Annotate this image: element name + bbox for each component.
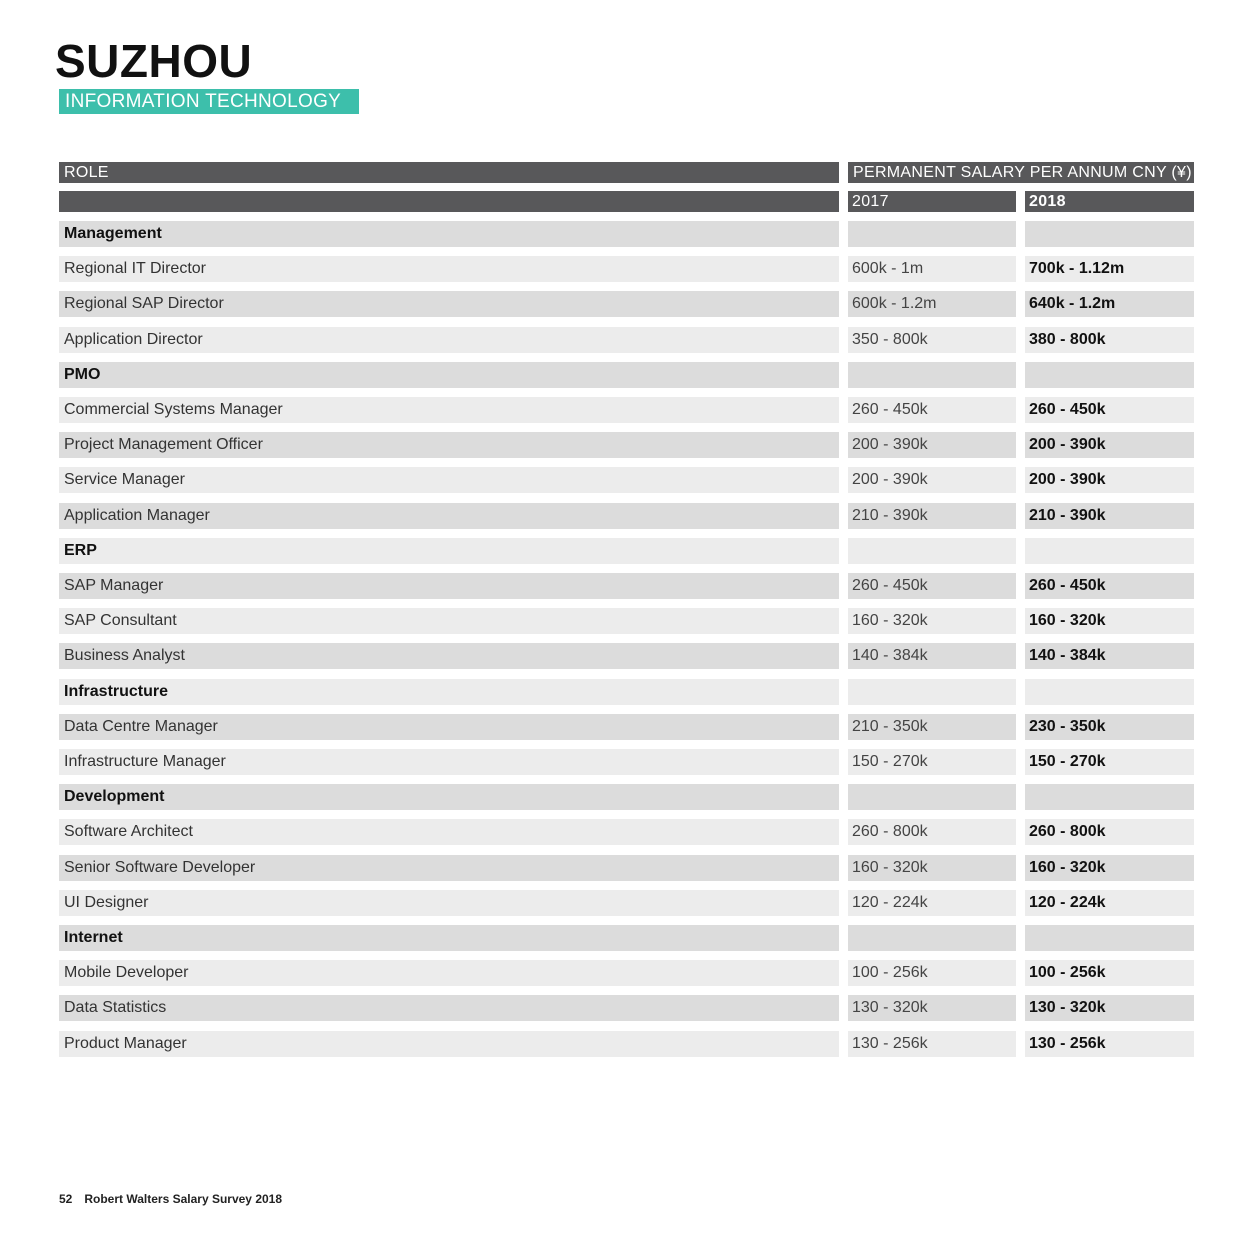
publication-title: Robert Walters Salary Survey 2018	[84, 1192, 283, 1206]
salary-2018-cell	[1025, 362, 1194, 388]
year-row-spacer	[59, 191, 839, 212]
table-row	[59, 749, 1194, 775]
table-year-row	[59, 191, 1194, 217]
salary-2017-cell: 260 - 800k	[848, 819, 1016, 845]
salary-column-header: PERMANENT SALARY PER ANNUM CNY (¥)	[848, 162, 1194, 183]
year-2017-header: 2017	[848, 191, 1016, 212]
salary-2017-cell	[848, 362, 1016, 388]
salary-2017-cell: 350 - 800k	[848, 327, 1016, 353]
table-row	[59, 960, 1194, 986]
salary-2017-cell: 130 - 256k	[848, 1031, 1016, 1057]
role-cell: Commercial Systems Manager	[59, 397, 839, 423]
table-row	[59, 855, 1194, 881]
role-cell: Service Manager	[59, 467, 839, 493]
table-group-row	[59, 925, 1194, 951]
table-row	[59, 467, 1194, 493]
group-label: PMO	[59, 362, 839, 388]
role-cell: Application Director	[59, 327, 839, 353]
table-row	[59, 432, 1194, 458]
table-row	[59, 608, 1194, 634]
section-badge: INFORMATION TECHNOLOGY	[59, 89, 359, 114]
table-row	[59, 573, 1194, 599]
salary-2017-cell: 150 - 270k	[848, 749, 1016, 775]
salary-2018-cell: 260 - 450k	[1025, 397, 1194, 423]
group-label: Development	[59, 784, 839, 810]
table-row	[59, 291, 1194, 317]
salary-2017-cell: 210 - 390k	[848, 503, 1016, 529]
salary-2017-cell	[848, 784, 1016, 810]
salary-2018-cell: 210 - 390k	[1025, 503, 1194, 529]
table-row	[59, 397, 1194, 423]
page-footer	[59, 1192, 282, 1206]
salary-2018-cell: 130 - 320k	[1025, 995, 1194, 1021]
group-label: Internet	[59, 925, 839, 951]
salary-2017-cell: 260 - 450k	[848, 573, 1016, 599]
salary-2018-cell	[1025, 925, 1194, 951]
role-cell: Mobile Developer	[59, 960, 839, 986]
role-cell: Regional SAP Director	[59, 291, 839, 317]
table-group-row	[59, 784, 1194, 810]
role-cell: UI Designer	[59, 890, 839, 916]
role-cell: Product Manager	[59, 1031, 839, 1057]
salary-2017-cell	[848, 925, 1016, 951]
role-column-header: ROLE	[59, 162, 839, 183]
role-cell: Application Manager	[59, 503, 839, 529]
salary-2017-cell: 260 - 450k	[848, 397, 1016, 423]
salary-2017-cell: 600k - 1.2m	[848, 291, 1016, 317]
salary-2018-cell: 230 - 350k	[1025, 714, 1194, 740]
table-row	[59, 643, 1194, 669]
role-cell: SAP Consultant	[59, 608, 839, 634]
salary-2018-cell: 700k - 1.12m	[1025, 256, 1194, 282]
salary-2017-cell: 100 - 256k	[848, 960, 1016, 986]
salary-2018-cell: 200 - 390k	[1025, 432, 1194, 458]
role-cell: Senior Software Developer	[59, 855, 839, 881]
salary-2017-cell: 160 - 320k	[848, 608, 1016, 634]
table-row	[59, 819, 1194, 845]
salary-2018-cell: 160 - 320k	[1025, 855, 1194, 881]
role-cell: SAP Manager	[59, 573, 839, 599]
salary-2017-cell	[848, 679, 1016, 705]
table-group-row	[59, 221, 1194, 247]
table-row	[59, 890, 1194, 916]
salary-2018-cell: 100 - 256k	[1025, 960, 1194, 986]
page-title: SUZHOU	[55, 35, 253, 87]
table-group-row	[59, 538, 1194, 564]
page-number: 52	[59, 1192, 73, 1206]
salary-2017-cell	[848, 221, 1016, 247]
table-row	[59, 1031, 1194, 1057]
role-cell: Software Architect	[59, 819, 839, 845]
salary-2017-cell: 600k - 1m	[848, 256, 1016, 282]
salary-2018-cell	[1025, 679, 1194, 705]
salary-2018-cell: 130 - 256k	[1025, 1031, 1194, 1057]
group-label: Infrastructure	[59, 679, 839, 705]
group-label: ERP	[59, 538, 839, 564]
salary-2017-cell	[848, 538, 1016, 564]
salary-2017-cell: 160 - 320k	[848, 855, 1016, 881]
table-group-row	[59, 679, 1194, 705]
salary-2017-cell: 210 - 350k	[848, 714, 1016, 740]
salary-2017-cell: 120 - 224k	[848, 890, 1016, 916]
salary-2017-cell: 200 - 390k	[848, 432, 1016, 458]
salary-2018-cell: 640k - 1.2m	[1025, 291, 1194, 317]
table-group-row	[59, 362, 1194, 388]
salary-2017-cell: 140 - 384k	[848, 643, 1016, 669]
role-cell: Project Management Officer	[59, 432, 839, 458]
table-row	[59, 503, 1194, 529]
table-row	[59, 256, 1194, 282]
salary-2018-cell	[1025, 784, 1194, 810]
table-row	[59, 995, 1194, 1021]
salary-2018-cell: 160 - 320k	[1025, 608, 1194, 634]
role-cell: Data Centre Manager	[59, 714, 839, 740]
salary-2018-cell	[1025, 538, 1194, 564]
salary-2018-cell	[1025, 221, 1194, 247]
table-header-row	[59, 162, 1194, 188]
salary-2018-cell: 150 - 270k	[1025, 749, 1194, 775]
role-cell: Infrastructure Manager	[59, 749, 839, 775]
role-cell: Regional IT Director	[59, 256, 839, 282]
role-cell: Business Analyst	[59, 643, 839, 669]
salary-2017-cell: 200 - 390k	[848, 467, 1016, 493]
role-cell: Data Statistics	[59, 995, 839, 1021]
salary-2018-cell: 120 - 224k	[1025, 890, 1194, 916]
salary-2017-cell: 130 - 320k	[848, 995, 1016, 1021]
salary-2018-cell: 260 - 450k	[1025, 573, 1194, 599]
year-2018-header: 2018	[1025, 191, 1194, 212]
group-label: Management	[59, 221, 839, 247]
salary-2018-cell: 260 - 800k	[1025, 819, 1194, 845]
salary-2018-cell: 200 - 390k	[1025, 467, 1194, 493]
table-row	[59, 714, 1194, 740]
table-row	[59, 327, 1194, 353]
salary-2018-cell: 140 - 384k	[1025, 643, 1194, 669]
salary-2018-cell: 380 - 800k	[1025, 327, 1194, 353]
